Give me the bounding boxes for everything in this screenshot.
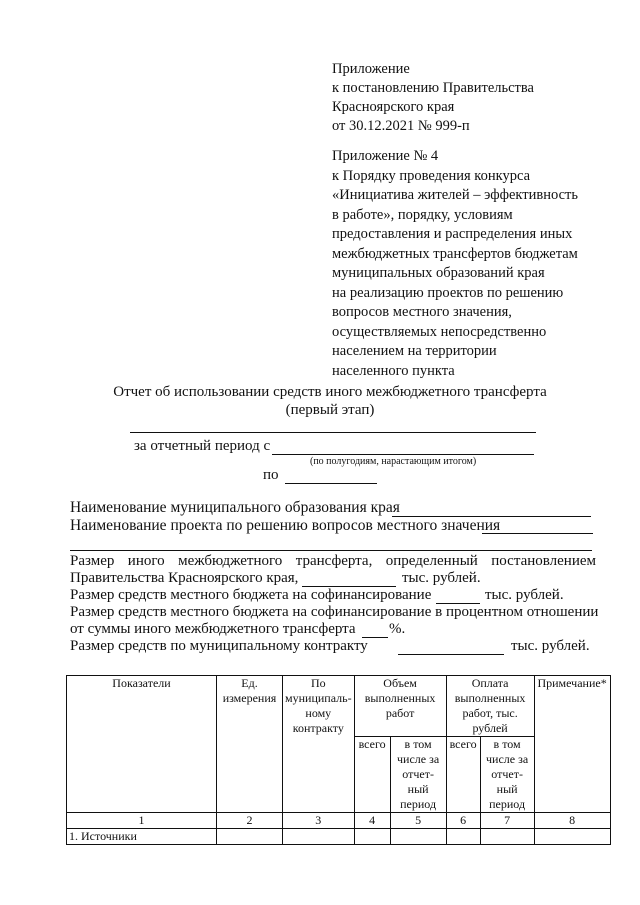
appendix4-line: «Инициатива жителей – эффективность bbox=[332, 187, 578, 203]
local-cofin-percent-line2: от суммы иного межбюджетного трансферта bbox=[70, 621, 356, 637]
project-line-2 bbox=[70, 550, 592, 551]
contract-size-unit: тыс. рублей. bbox=[511, 638, 590, 654]
appendix-line: Приложение bbox=[332, 61, 410, 77]
local-cofin-percent-line1: Размер средств местного бюджета на софинансирование в процентном отношении bbox=[70, 604, 599, 620]
header-indicators: Показатели bbox=[67, 676, 217, 813]
appendix-line: от 30.12.2021 № 999-п bbox=[332, 118, 470, 134]
col-num: 7 bbox=[480, 813, 534, 829]
header-period-payment: в том числе за отчет-ный период bbox=[480, 737, 534, 813]
header-unit: Ед. измерения bbox=[217, 676, 283, 813]
contract-size-label: Размер средств по муниципальному контракту bbox=[70, 638, 368, 654]
report-title: Отчет об использовании средств иного межбюджетного трансферта bbox=[113, 384, 547, 400]
appendix-line: Красноярского края bbox=[332, 99, 455, 115]
appendix4-line: осуществляемых непосредственно bbox=[332, 323, 547, 340]
col-num: 5 bbox=[390, 813, 446, 829]
appendix4-line: населенного пункта bbox=[332, 362, 455, 379]
transfer-size-unit: тыс. рублей. bbox=[402, 570, 481, 586]
col-num: 4 bbox=[354, 813, 390, 829]
table-cell bbox=[480, 829, 534, 845]
contract-size-blank bbox=[398, 654, 504, 655]
col-num: 8 bbox=[534, 813, 610, 829]
period-label: за отчетный период с bbox=[134, 438, 271, 454]
col-num: 1 bbox=[67, 813, 217, 829]
appendix4-line: вопросов местного значения, bbox=[332, 304, 512, 320]
col-num: 6 bbox=[446, 813, 480, 829]
percent-sign: %. bbox=[389, 621, 406, 637]
report-subtitle: (первый этап) bbox=[285, 402, 375, 418]
transfer-size-line1: Размер иного межбюджетного трансферта, определенный постановлением bbox=[70, 553, 596, 569]
appendix4-line: в работе», порядку, условиям bbox=[332, 206, 513, 223]
appendix4-line: на реализацию проектов по решению bbox=[332, 284, 564, 301]
appendix4-line: предоставления и распределения иных bbox=[332, 226, 573, 242]
appendix4-line: населением на территории bbox=[332, 343, 497, 359]
org-name-line bbox=[130, 432, 536, 433]
local-cofin-label: Размер средств местного бюджета на софинансирование bbox=[70, 587, 432, 603]
project-label: Наименование проекта по решению вопросов местного значения bbox=[70, 517, 501, 534]
appendix4-header bbox=[332, 147, 578, 381]
report-table bbox=[66, 675, 611, 845]
table-cell bbox=[446, 829, 480, 845]
table-cell bbox=[534, 829, 610, 845]
appendix-line: к постановлению Правительства bbox=[332, 80, 534, 96]
period-to-label: по bbox=[263, 467, 279, 483]
appendix4-line: Приложение № 4 bbox=[332, 148, 439, 164]
header-volume: Объем выполненных работ bbox=[354, 676, 446, 737]
row-sources: 1. Источники bbox=[67, 829, 217, 845]
header-total-payment: всего bbox=[446, 737, 480, 813]
header-note: Примечание* bbox=[534, 676, 610, 813]
period-note: (по полугодиям, нарастающим итогом) bbox=[310, 456, 477, 467]
table-cell bbox=[217, 829, 283, 845]
appendix4-line: межбюджетных трансфертов бюджетам bbox=[332, 245, 578, 262]
appendix4-line: к Порядку проведения конкурса bbox=[332, 167, 531, 184]
col-num: 3 bbox=[283, 813, 355, 829]
period-from-line bbox=[272, 454, 534, 455]
local-cofin-unit: тыс. рублей. bbox=[485, 587, 564, 603]
transfer-size-line2a: Правительства Красноярского края, bbox=[70, 570, 299, 586]
col-num: 2 bbox=[217, 813, 283, 829]
period-to-line bbox=[285, 483, 377, 484]
appendix-header bbox=[332, 60, 534, 136]
header-contract: По муниципаль-ному контракту bbox=[283, 676, 355, 813]
header-total-volume: всего bbox=[354, 737, 390, 813]
project-line bbox=[482, 533, 593, 534]
appendix4-line: муниципальных образований края bbox=[332, 265, 545, 281]
header-payment: Оплата выполненных работ, тыс. рублей bbox=[446, 676, 534, 737]
table-cell bbox=[283, 829, 355, 845]
header-period-volume: в том числе за отчет-ный период bbox=[390, 737, 446, 813]
municipality-label: Наименование муниципального образования края bbox=[70, 499, 400, 516]
table-cell bbox=[354, 829, 390, 845]
table-cell bbox=[390, 829, 446, 845]
